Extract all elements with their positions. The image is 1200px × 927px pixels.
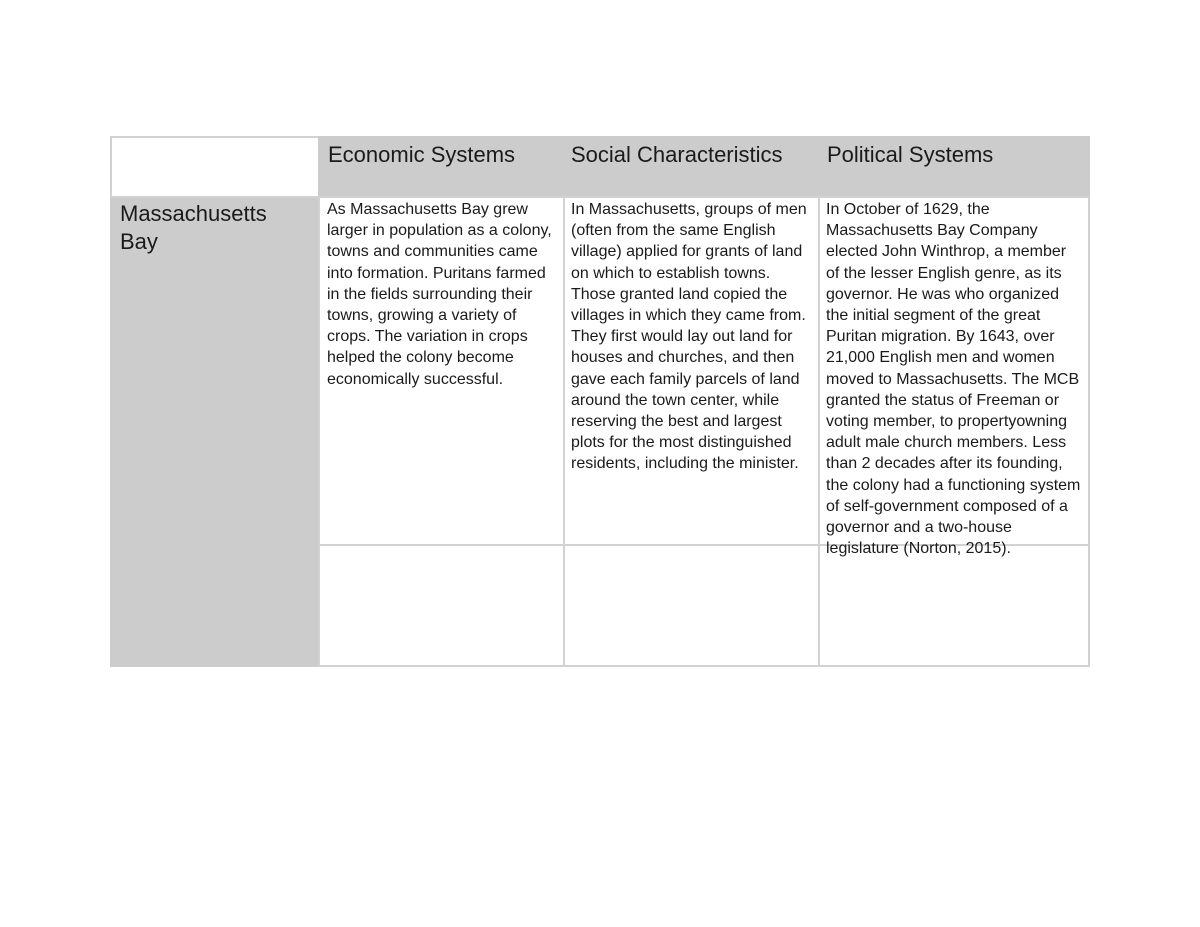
social-text: In Massachusetts, groups of men (often from the same English village) applied for grants of land on which to establish towns. Those granted land copied the villages in which they came from. They first would lay out land for houses and churches, and then gave each family parcels of land around the town center, while reserving the best and largest plots for the most distinguished residents, including the minister. [571, 201, 807, 473]
economic-text: As Massachusetts Bay grew larger in population as a colony, towns and communities came into formation. Puritans farmed in the fields surrounding their towns, growing a variety of crops. The variation in crops helped the colony become economically successful. [327, 201, 552, 388]
political-text: In October of 1629, the Massachusetts Bay Company elected John Winthrop, a member of the lesser English genre, as its governor. He was who organized the initial segment of the great Puritan migration. By 1643, over 21,000 English men and women moved to Massachusetts. The MCB granted the status of Freeman or voting member, to propertyowning adult male church members. Less than 2 decades after its founding, the colony had a functioning system of self-government composed of a governor and a two-house legislature (Norton, 2015). [826, 201, 1081, 558]
economic-cell-continued [318, 544, 565, 667]
row-label-cell [110, 198, 320, 667]
political-cell-continued [818, 544, 1090, 667]
header-social-characteristics: Social Characteristics [571, 142, 783, 167]
header-corner-cell [110, 136, 320, 198]
social-cell-continued [563, 544, 820, 667]
row-label-massachusetts-bay: Massachusetts Bay [120, 201, 267, 254]
header-economic-systems: Economic Systems [328, 142, 516, 167]
header-political-systems: Political Systems [827, 142, 994, 167]
